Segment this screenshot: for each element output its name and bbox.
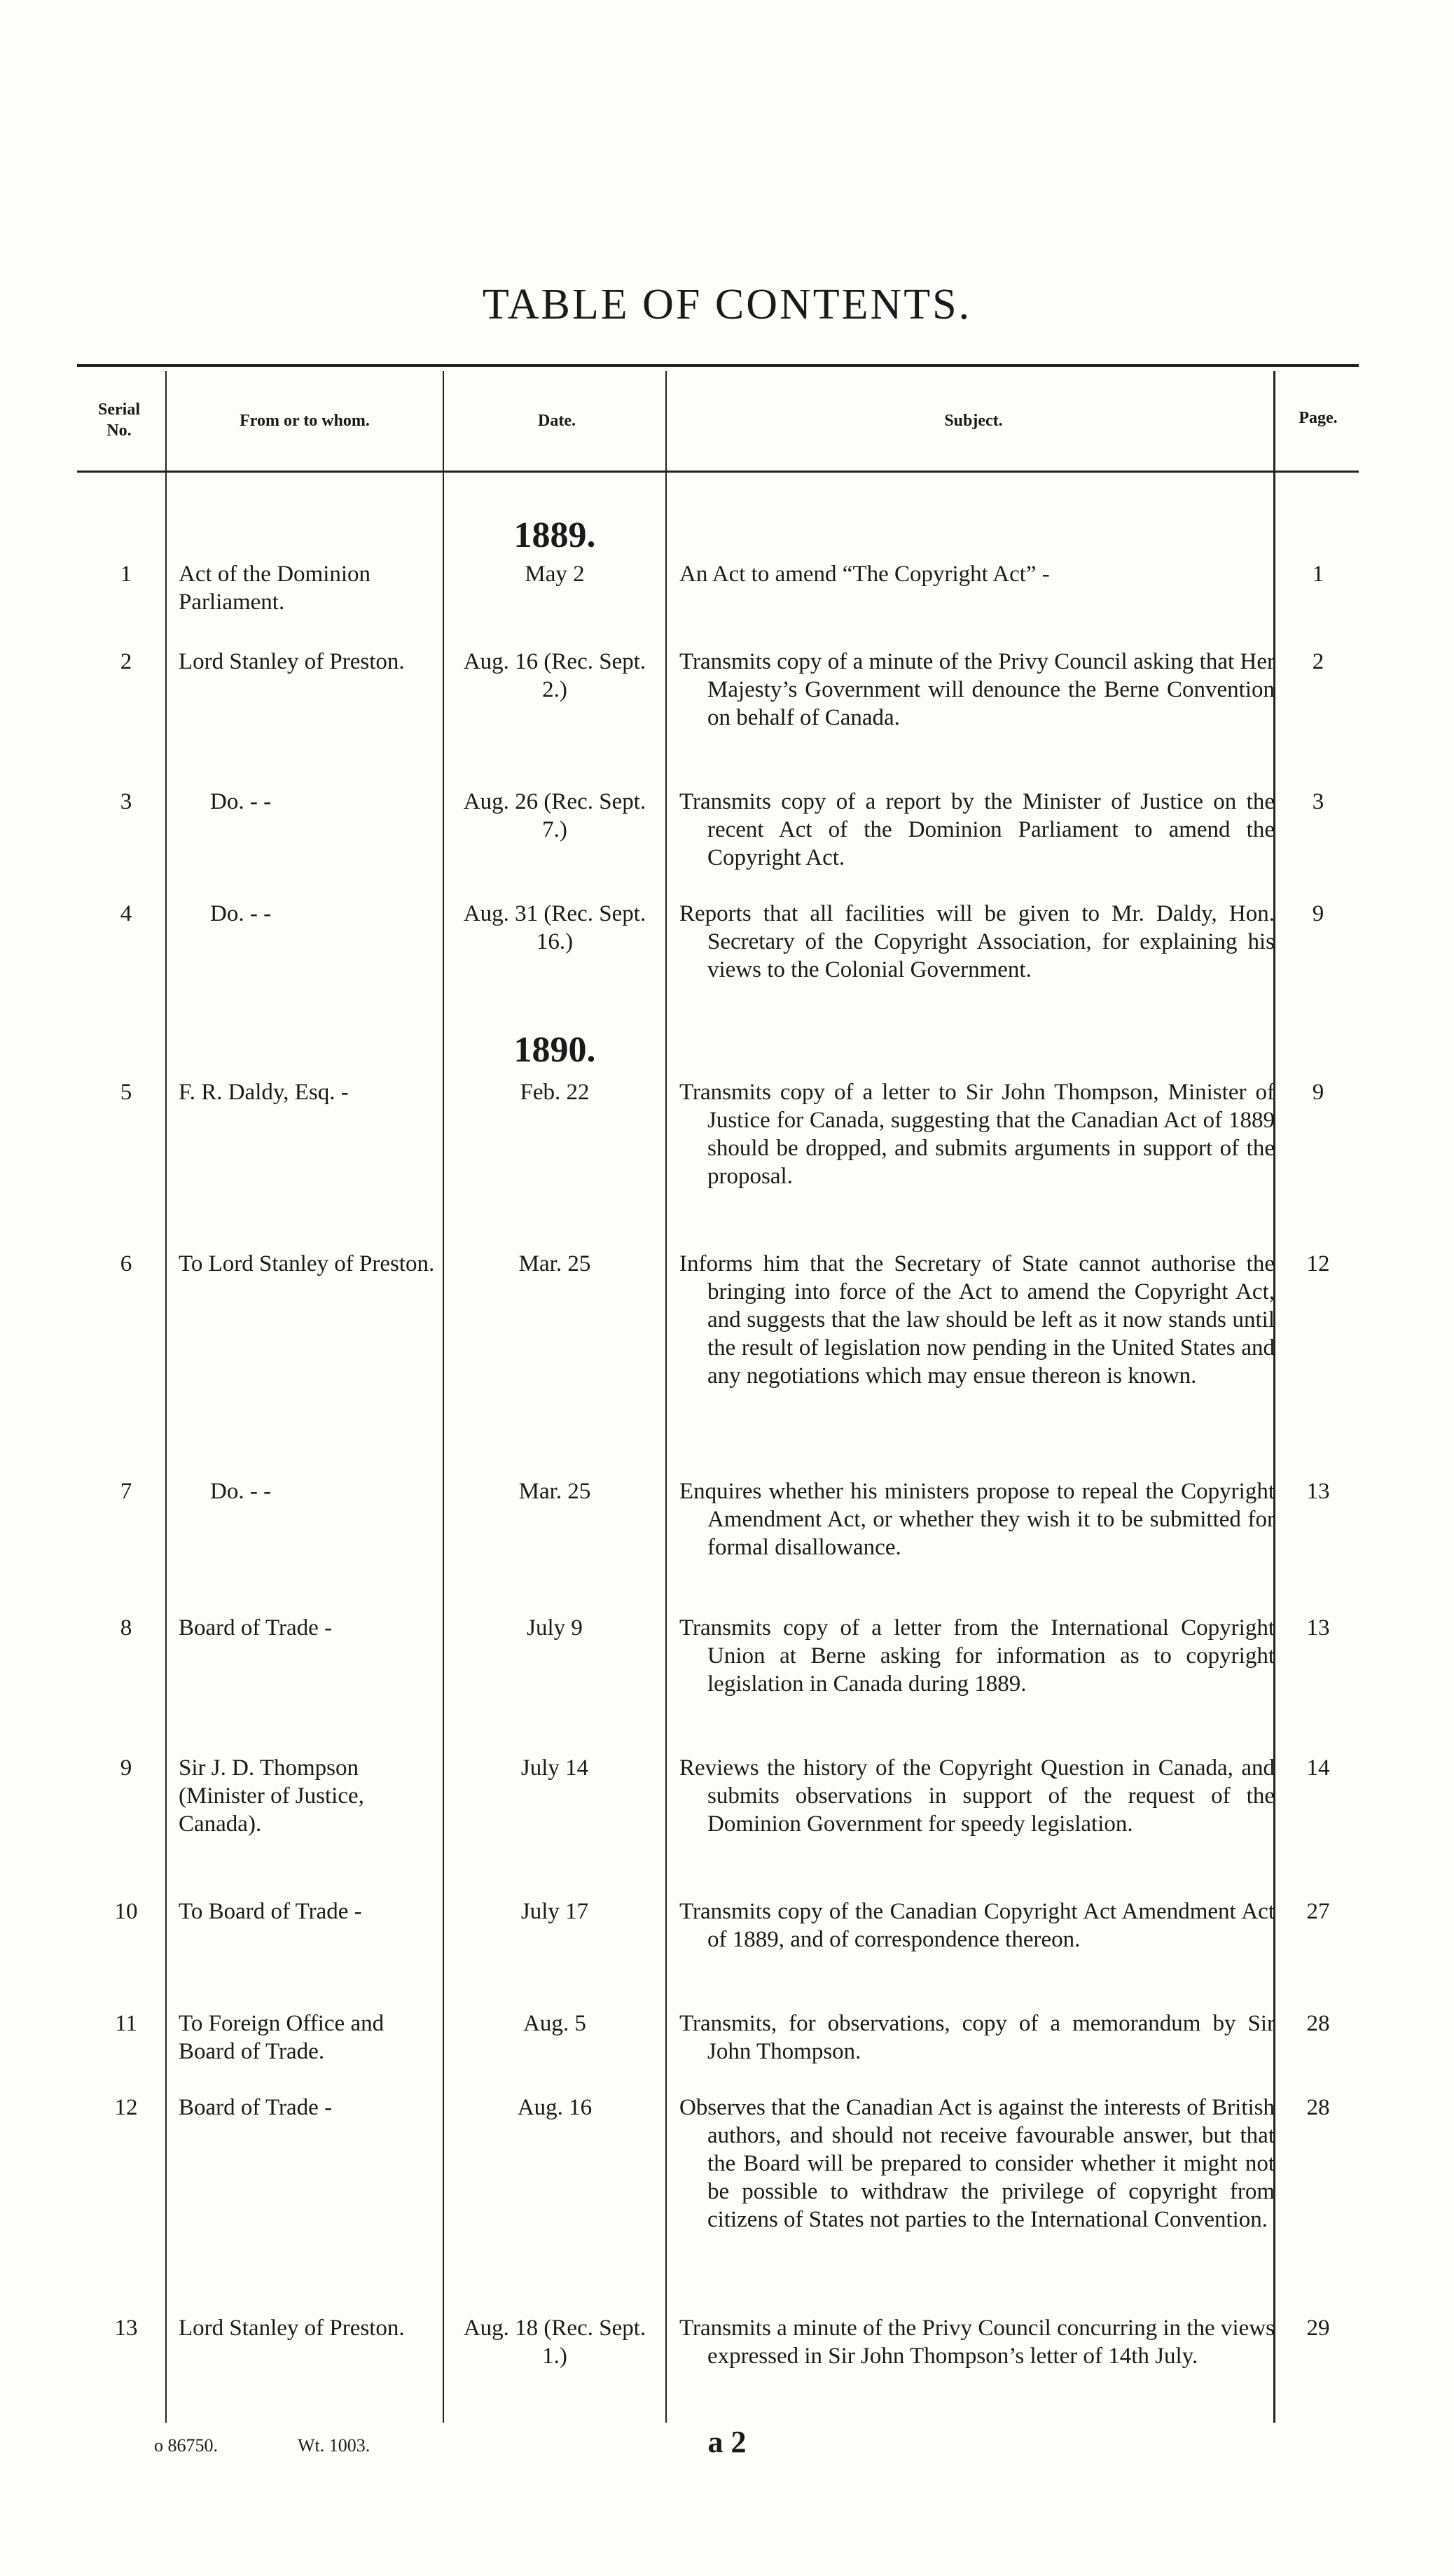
- row-page: 27: [1306, 1899, 1330, 1924]
- page-signature: a 2: [707, 2425, 747, 2459]
- row-subject: Observes that the Canadian Act is against the interests of British authors, and should not receive favourable answer, but that the Board will be prepared to consider whether it might not be possible to withdraw the privilege of copyright from citizens of States not parties to the International Convention.: [679, 2095, 1275, 2232]
- row-page: 3: [1312, 789, 1324, 814]
- row-date: Aug. 26 (Rec. Sept. 7.): [463, 789, 646, 842]
- row-subject: Transmits copy of the Canadian Copyright Act Amendment Act of 1889, and of correspondence thereon.: [679, 1899, 1275, 1952]
- row-from: Do. - -: [210, 1479, 272, 1504]
- row-date: Aug. 31 (Rec. Sept. 16.): [463, 901, 646, 954]
- row-subject: Informs him that the Secretary of State cannot authorise the bringing into force of the Act to amend the Copyright Act, and suggests that the law should be left as it now stands until the result of legislation now pending in the United States and any negotiations which may ensue thereon is known.: [679, 1251, 1275, 1388]
- row-page: 9: [1312, 901, 1324, 926]
- table-top-rule: [77, 364, 1359, 367]
- row-from: Do. - -: [210, 789, 272, 814]
- row-page: 28: [1306, 2095, 1330, 2120]
- row-subject: An Act to amend “The Copyright Act” -: [679, 562, 1050, 587]
- row-from: Board of Trade -: [179, 2095, 333, 2120]
- row-serial: 11: [115, 2011, 137, 2036]
- row-serial: 5: [120, 1080, 132, 1105]
- row-from: To Board of Trade -: [179, 1899, 362, 1924]
- row-subject: Transmits copy of a letter to Sir John Thompson, Minister of Justice for Canada, suggesting that the Canadian Act of 1889 should be dropped, and submits arguments in support of the proposal.: [679, 1080, 1275, 1189]
- row-from: To Lord Stanley of Preston.: [179, 1251, 435, 1276]
- row-serial: 1: [120, 562, 132, 587]
- row-subject: Reports that all facilities will be given to Mr. Daldy, Hon. Secretary of the Copyright Association, for explaining his views to the Colonial Government.: [679, 901, 1275, 982]
- row-serial: 4: [120, 901, 132, 926]
- row-date: July 14: [520, 1755, 589, 1781]
- row-date: Mar. 25: [518, 1479, 591, 1504]
- row-page: 13: [1306, 1479, 1330, 1504]
- year-heading: 1889.: [513, 515, 596, 555]
- row-serial: 2: [120, 649, 132, 674]
- row-date: Aug. 16 (Rec. Sept. 2.): [463, 649, 646, 702]
- row-from: Board of Trade -: [179, 1615, 333, 1641]
- row-serial: 13: [114, 2316, 138, 2341]
- row-from: Sir J. D. Thompson (Minister of Justice, Canada).: [179, 1755, 364, 1837]
- row-from: F. R. Daldy, Esq. -: [179, 1080, 349, 1105]
- page-title: TABLE OF CONTENTS.: [482, 281, 972, 328]
- row-subject: Reviews the history of the Copyright Question in Canada, and submits observations in support of the request of the Dominion Government for speedy legislation.: [679, 1755, 1275, 1837]
- header-page: Page.: [1299, 409, 1338, 427]
- header-serial: Serial No.: [98, 401, 140, 440]
- row-serial: 8: [120, 1615, 132, 1641]
- row-date: July 17: [520, 1899, 589, 1924]
- column-divider-1: [165, 371, 167, 2423]
- row-page: 12: [1306, 1251, 1330, 1276]
- row-serial: 6: [120, 1251, 132, 1276]
- row-page: 1: [1312, 562, 1324, 587]
- row-from: Lord Stanley of Preston.: [179, 2316, 405, 2341]
- row-page: 2: [1312, 649, 1324, 674]
- row-subject: Transmits copy of a report by the Minister of Justice on the recent Act of the Dominion Parliament to amend the Copyright Act.: [679, 789, 1275, 870]
- row-serial: 3: [120, 789, 132, 814]
- row-subject: Transmits, for observations, copy of a memorandum by Sir John Thompson.: [679, 2011, 1275, 2064]
- header-date: Date.: [538, 412, 576, 430]
- row-page: 14: [1306, 1755, 1330, 1781]
- row-subject: Transmits copy of a minute of the Privy Council asking that Her Majesty’s Government will denounce the Berne Convention on behalf of Canada.: [679, 649, 1275, 730]
- row-serial: 7: [120, 1479, 132, 1504]
- row-date: Aug. 16: [517, 2095, 593, 2120]
- row-from: To Foreign Office and Board of Trade.: [179, 2011, 385, 2064]
- row-page: 13: [1306, 1615, 1330, 1641]
- print-reference: o 86750.: [154, 2435, 218, 2456]
- column-divider-3: [665, 371, 667, 2423]
- row-serial: 10: [114, 1899, 138, 1924]
- row-serial: 12: [114, 2095, 138, 2120]
- row-date: Mar. 25: [518, 1251, 591, 1276]
- row-subject: Transmits a minute of the Privy Council concurring in the views expressed in Sir John Thompson’s letter of 14th July.: [679, 2316, 1275, 2369]
- print-weight: Wt. 1003.: [298, 2435, 371, 2456]
- header-from: From or to whom.: [240, 412, 370, 430]
- year-heading: 1890.: [513, 1030, 596, 1070]
- row-date: May 2: [525, 562, 585, 587]
- row-from: Act of the Dominion Parliament.: [179, 562, 371, 615]
- column-divider-2: [443, 371, 444, 2423]
- row-subject: Transmits copy of a letter from the International Copyright Union at Berne asking for information as to copyright legislation in Canada during 1889.: [679, 1615, 1275, 1697]
- header-subject: Subject.: [944, 412, 1003, 430]
- row-date: Feb. 22: [520, 1080, 590, 1105]
- row-serial: 9: [120, 1755, 132, 1781]
- row-page: 9: [1312, 1080, 1324, 1105]
- row-date: Aug. 18 (Rec. Sept. 1.): [463, 2316, 646, 2369]
- row-from: Do. - -: [210, 901, 272, 926]
- row-date: July 9: [527, 1615, 583, 1641]
- row-page: 28: [1306, 2011, 1330, 2036]
- row-subject: Enquires whether his ministers propose to repeal the Copyright Amendment Act, or whether they wish it to be submitted for formal disallowance.: [679, 1479, 1275, 1560]
- row-from: Lord Stanley of Preston.: [179, 649, 405, 674]
- row-date: Aug. 5: [523, 2011, 586, 2036]
- row-page: 29: [1306, 2316, 1330, 2341]
- table-header-rule: [77, 471, 1359, 473]
